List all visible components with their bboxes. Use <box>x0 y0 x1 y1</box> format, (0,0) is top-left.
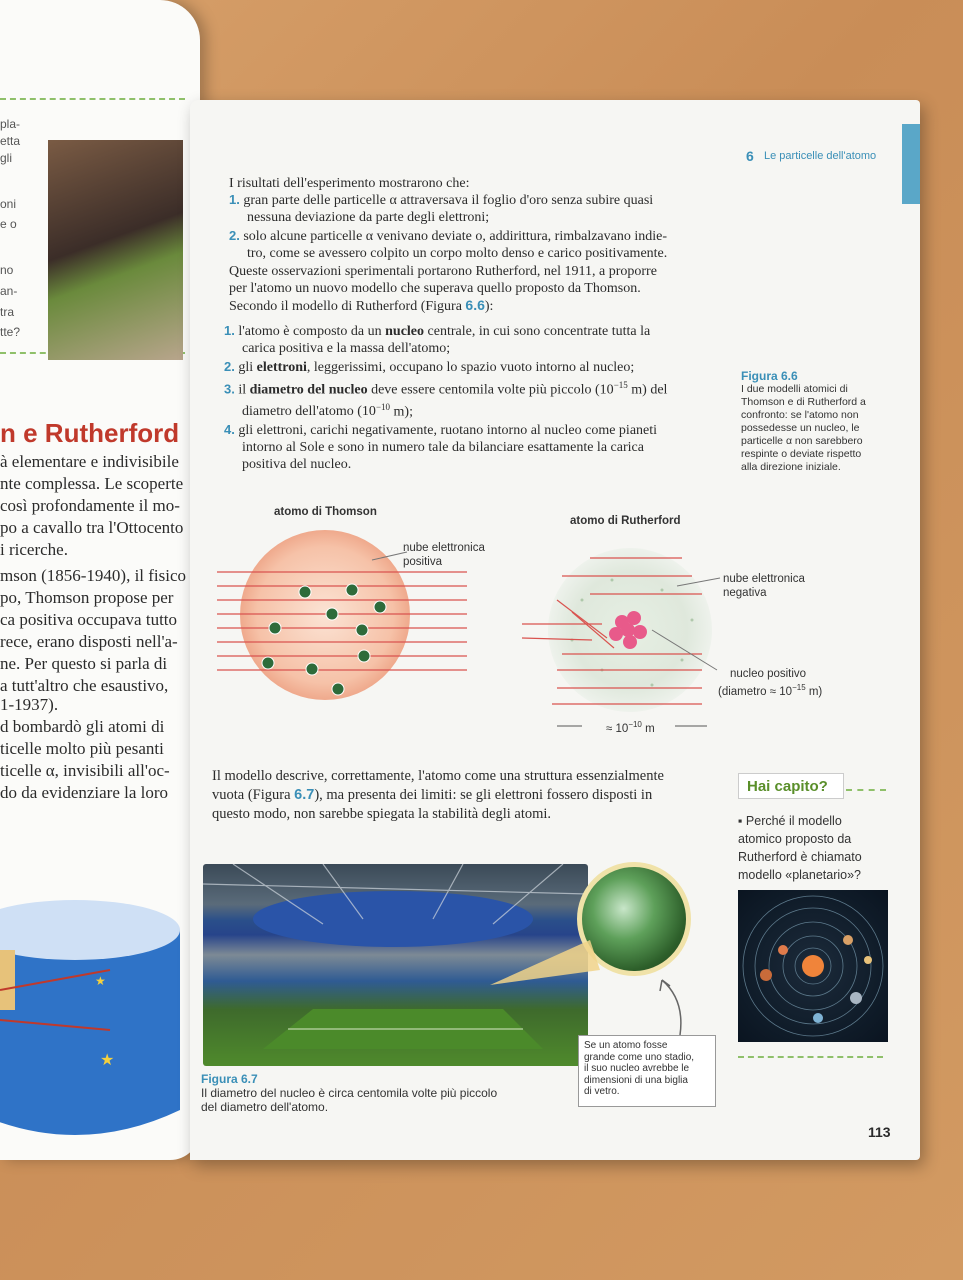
callout-line: dimensioni di una biglia <box>584 1074 688 1086</box>
bold-term: elettroni <box>256 360 307 375</box>
bold-term: nucleo <box>385 324 425 339</box>
item-number: 2. <box>229 228 240 243</box>
caption-line: Thomson e di Rutherford a <box>741 396 866 408</box>
boots-photo <box>48 140 183 360</box>
label-line: nube elettronica <box>723 573 805 585</box>
label-text: ≈ 10 <box>606 722 629 735</box>
caption-line: particelle α non sarebbero <box>741 435 863 447</box>
item-text: il <box>238 382 250 398</box>
caption-line: I due modelli atomici di <box>741 383 848 395</box>
left-line: così profondamente il mo- <box>0 496 180 515</box>
item-text: m); <box>390 404 413 420</box>
left-fragment: an- <box>0 284 18 298</box>
text-line: per l'atomo un nuovo modello che superava quello proposto da Thomson. <box>229 281 641 296</box>
left-fragment: gli <box>0 151 13 165</box>
left-line: à elementare e indivisibile <box>0 452 179 471</box>
text-line: Secondo il modello di Rutherford (Figura <box>229 299 466 314</box>
label-text: m <box>641 722 655 735</box>
left-line: ne. Per questo si parla di <box>0 654 168 673</box>
scale-label <box>606 718 655 736</box>
label-text: (diametro ≈ 10 <box>718 685 793 698</box>
item-text: solo alcune particelle α venivano deviate o, addirittura, rimbalzavano indie- <box>243 229 668 244</box>
left-fragment: tte? <box>0 325 21 339</box>
caption-line: confronto: se l'atomo non <box>741 409 859 421</box>
item-text: tro, come se avessero colpito un corpo molto denso e carico positivamente. <box>247 246 668 261</box>
item-number: 1. <box>224 323 235 338</box>
left-fragment: no <box>0 263 14 277</box>
exponent: −10 <box>628 720 642 729</box>
question-line: ▪ Perché il modello <box>738 814 842 828</box>
label-negative-cloud <box>723 572 805 600</box>
figure-label: Figura 6.7 <box>201 1072 258 1086</box>
callout-line: il suo nucleo avrebbe le <box>584 1063 690 1074</box>
thomson-title: atomo di Thomson <box>274 506 377 518</box>
chapter-number: 6 <box>746 148 754 164</box>
caption-line: alla direzione iniziale. <box>741 461 841 473</box>
stadium-callout <box>578 1035 716 1107</box>
left-line: 1-1937). <box>0 695 59 714</box>
exponent: −15 <box>792 683 806 692</box>
item-text: positiva del nucleo. <box>242 457 352 472</box>
item-text: gli elettroni, carichi negativamente, ruotano intorno al nucleo come pianeti <box>238 423 658 438</box>
left-line: ticelle molto più pesanti <box>0 739 164 758</box>
caption-line: del diametro dell'atomo. <box>201 1100 329 1114</box>
left-line: mson (1856-1940), il fisico <box>0 566 187 585</box>
cylinder-illustration <box>0 890 180 1150</box>
exponent: −15 <box>613 380 628 390</box>
result-item-1 <box>229 191 729 226</box>
label-line: positiva <box>403 556 442 568</box>
left-line: nte complessa. Le scoperte <box>0 474 184 493</box>
caption-line: Il diametro del nucleo è circa centomila volte più piccolo <box>201 1086 498 1100</box>
left-line: a tutt'altro che esaustivo, <box>0 676 169 695</box>
left-line: d bombardò gli atomi di <box>0 717 165 736</box>
left-fragment: e o <box>0 217 17 231</box>
left-line: ticelle α, invisibili all'oc- <box>0 761 170 780</box>
caption-line: respinte o deviate rispetto <box>741 448 862 460</box>
label-line: negativa <box>723 587 767 599</box>
label-line: nucleo positivo <box>730 668 807 680</box>
item-text: , leggerissimi, occupano lo spazio vuoto intorno al nucleo; <box>306 360 635 375</box>
rutherford-title: atomo di Rutherford <box>570 515 681 527</box>
model-item-1 <box>224 322 729 357</box>
label-line: nube elettronica <box>403 542 485 554</box>
zoom-callout-wedge <box>490 930 600 990</box>
text-line: Queste osservazioni sperimentali portarono Rutherford, nel 1911, a proporre <box>229 264 657 279</box>
text-line: vuota (Figura <box>212 787 295 803</box>
left-fragment: tra <box>0 305 15 319</box>
item-text: intorno al Sole e sono in numero tale da bilanciare esattamente la carica <box>242 440 644 455</box>
paragraph-2 <box>212 767 722 824</box>
text-line: ), ma presenta dei limiti: se gli elettroni fossero disposti in <box>314 787 653 803</box>
item-number: 3. <box>224 381 235 397</box>
text-line: questo modo, non sarebbe spiegata la stabilità degli atomi. <box>212 806 552 822</box>
callout-line: di vetro. <box>584 1086 620 1097</box>
quiz-title: Hai capito? <box>738 773 844 799</box>
callout-arrow <box>650 975 700 1037</box>
result-item-2 <box>229 227 729 262</box>
model-item-2 <box>224 358 729 376</box>
chapter-title: Le particelle dell'atomo <box>764 150 877 162</box>
label-nucleus <box>718 667 822 699</box>
caption-line: possedesse un nucleo, le <box>741 422 860 434</box>
left-page <box>0 0 200 1160</box>
left-line: ca positiva occupava tutto <box>0 610 178 629</box>
item-text: centrale, in cui sono concentrate tutta la <box>424 324 651 339</box>
left-fragment: etta <box>0 134 21 148</box>
item-number: 2. <box>224 359 235 374</box>
left-line: rece, erano disposti nell'a- <box>0 632 178 651</box>
section-heading: n e Rutherford <box>0 418 180 448</box>
item-text: gli <box>238 360 257 375</box>
divider <box>0 98 185 100</box>
quiz-question <box>738 812 862 884</box>
item-text: m) del <box>627 382 668 398</box>
item-text: deve essere centomila volte più piccolo (10 <box>367 382 614 398</box>
left-line: po, Thomson propose per <box>0 588 174 607</box>
question-line: modello «planetario»? <box>738 868 862 882</box>
question-line: Rutherford è chiamato <box>738 850 862 864</box>
label-positive-cloud <box>403 541 485 569</box>
left-line: do da evidenziare la loro <box>0 783 169 802</box>
text-line: Il modello descrive, correttamente, l'atomo come una struttura essenzialmente <box>212 768 664 784</box>
item-text: gran parte delle particelle α attraversava il foglio d'oro senza subire quasi <box>243 193 654 208</box>
left-fragment: pla- <box>0 117 21 131</box>
figure-6-6-caption <box>741 369 891 474</box>
svg-text:★: ★ <box>100 1052 115 1069</box>
left-line: po a cavallo tra l'Ottocento <box>0 518 184 537</box>
chapter-edge-tab <box>902 124 920 204</box>
question-line: atomico proposto da <box>738 832 852 846</box>
item-number: 4. <box>224 422 235 437</box>
paragraph-1 <box>229 263 729 315</box>
figure-reference[interactable]: 6.6 <box>465 297 485 313</box>
figure-6-7-caption <box>201 1072 561 1114</box>
item-text: carica positiva e la massa dell'atomo; <box>242 341 451 356</box>
page-number: 113 <box>868 1124 891 1140</box>
text-line: ): <box>484 299 494 314</box>
item-text: diametro dell'atomo (10 <box>242 404 376 420</box>
label-text: m) <box>805 685 823 698</box>
divider <box>738 1056 883 1058</box>
callout-line: Se un atomo fosse <box>584 1040 668 1051</box>
item-number: 1. <box>229 192 240 207</box>
solar-system-image <box>738 890 888 1042</box>
svg-text:★: ★ <box>95 974 106 988</box>
figure-reference[interactable]: 6.7 <box>294 787 315 803</box>
divider <box>846 789 886 791</box>
figure-label: Figura 6.6 <box>741 369 798 383</box>
exponent: −10 <box>375 401 391 412</box>
left-fragment: oni <box>0 197 17 211</box>
left-line: i ricerche. <box>0 540 68 559</box>
item-text: l'atomo è composto da un <box>238 324 386 339</box>
model-item-3 <box>224 377 729 420</box>
bold-term: diametro del nucleo <box>249 382 368 398</box>
intro-text: I risultati dell'esperimento mostrarono che: <box>229 176 470 191</box>
item-text: nessuna deviazione da parte degli elettroni; <box>247 210 490 225</box>
callout-line: grande come uno stadio, <box>584 1051 695 1063</box>
model-item-4 <box>224 421 729 473</box>
